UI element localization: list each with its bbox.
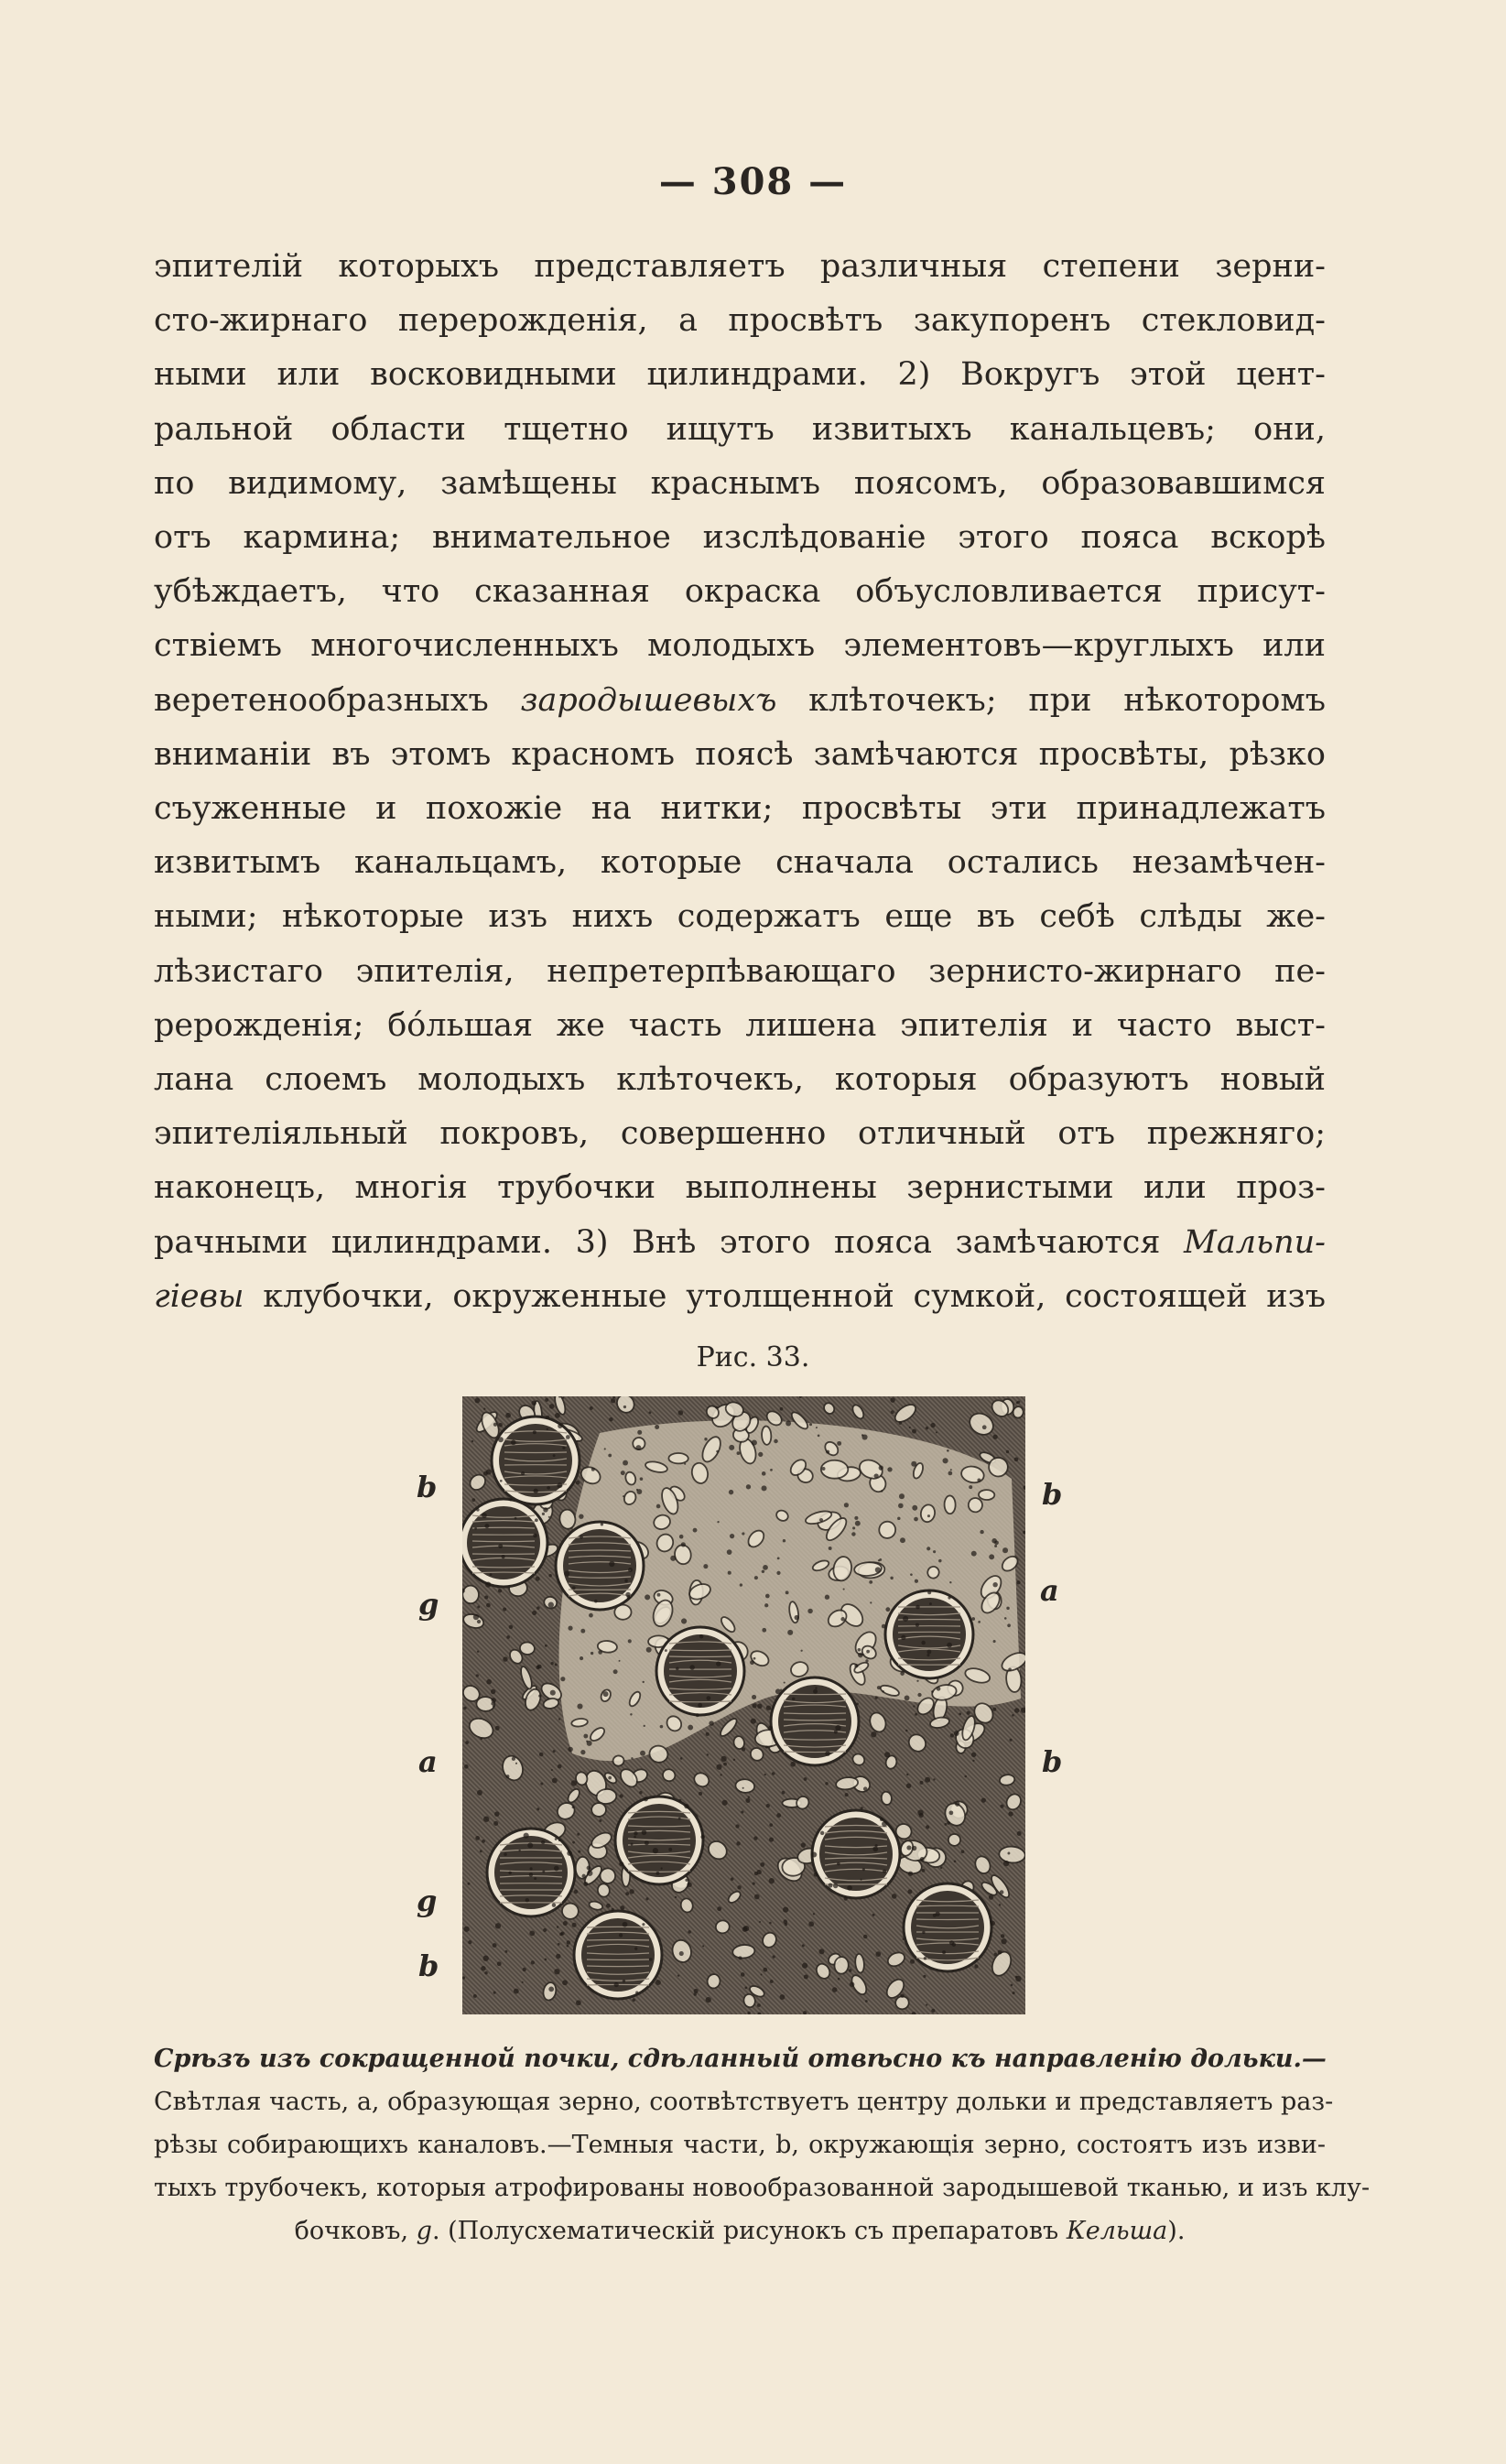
figure-label: Рис. 33. xyxy=(696,1341,810,1373)
caption-line: тыхъ трубочекъ, которыя атрофированы новообразованной зародышевой тканью, и изъ клу- xyxy=(154,2174,1371,2202)
text-line: эпителіяльный покровъ, совершенно отличный отъ прежняго; xyxy=(154,1115,1326,1153)
body-text xyxy=(154,240,1326,1324)
figure-caption xyxy=(154,2037,1371,2252)
caption-line: рѣзы собирающихъ каналовъ.—Темныя части, b, окружающія зерно, состоятъ изъ изви- xyxy=(154,2131,1326,2159)
text-line: извитымъ канальцамъ, которые сначала остались незамѣчен- xyxy=(154,844,1326,882)
figure-letter: a xyxy=(1040,1573,1059,1608)
page-number: — 308 — xyxy=(658,160,848,203)
figure-letter: b xyxy=(1042,1477,1063,1512)
text-line: убѣждаетъ, что сказанная окраска объусловливается присут- xyxy=(154,573,1326,611)
text-line: съуженные и похожіе на нитки; просвѣты эти принадлежатъ xyxy=(154,790,1326,828)
figure-letter: g xyxy=(417,1883,438,1918)
text-line: гіевы клубочки, окруженные утолщенной сумкой, состоящей изъ xyxy=(154,1277,1326,1315)
text-line: эпителій которыхъ представляетъ различныя степени зерни- xyxy=(154,248,1326,285)
italic-term: зародышевыхъ xyxy=(520,681,777,719)
figure-letter: b xyxy=(417,1470,438,1504)
text-line: отъ кармина; внимательное изслѣдованіе этого пояса вскорѣ xyxy=(154,519,1326,557)
text-line: ными или восковидными цилиндрами. 2) Вокругъ этой цент- xyxy=(154,356,1326,394)
kidney-section-engraving xyxy=(462,1396,1025,2014)
text-line: сто-жирнаго перерожденія, а просвѣтъ закупоренъ стекловид- xyxy=(154,302,1326,340)
figure-letter: b xyxy=(418,1948,439,1983)
text-line: веретенообразныхъ зародышевыхъ клѣточекъ; при нѣкоторомъ xyxy=(154,681,1326,719)
text-line: рачными цилиндрами. 3) Внѣ этого пояса замѣчаются Мальпи- xyxy=(154,1223,1326,1261)
figure-letter: g xyxy=(418,1587,439,1622)
text-line: по видимому, замѣщены краснымъ поясомъ, образовавшимся xyxy=(154,464,1326,502)
text-line: лана слоемъ молодыхъ клѣточекъ, которыя образуютъ новый xyxy=(154,1061,1326,1099)
text-line: ствіемъ многочисленныхъ молодыхъ элементовъ—круглыхъ или xyxy=(154,627,1326,665)
italic-term: Мальпи- xyxy=(1184,1223,1326,1261)
text-line: рерожденія; бóльшая же часть лишена эпителія и часто выст- xyxy=(154,1006,1326,1044)
caption-title: Срѣзъ изъ сокращенной почки, сдѣланный отвѣсно къ направленію дольки.— xyxy=(154,2045,1327,2073)
text-line: лѣзистаго эпителія, непретерпѣвающаго зернисто-жирнаго пе- xyxy=(154,952,1326,990)
caption-line: бочковъ, g. (Полусхематическій рисунокъ съ препаратовъ Кельша). xyxy=(294,2217,1186,2245)
figure-letter: b xyxy=(1042,1744,1063,1779)
text-line: ральной области тщетно ищутъ извитыхъ канальцевъ; они, xyxy=(154,410,1326,448)
text-line: вниманіи въ этомъ красномъ поясѣ замѣчаются просвѣты, рѣзко xyxy=(154,735,1326,773)
text-line: наконецъ, многія трубочки выполнены зернистыми или проз- xyxy=(154,1169,1326,1207)
caption-line: Свѣтлая часть, a, образующая зерно, соотвѣтствуетъ центру дольки и представляетъ раз- xyxy=(154,2088,1334,2116)
text-line: ными; нѣкоторые изъ нихъ содержатъ еще въ себѣ слѣды же- xyxy=(154,898,1326,936)
figure-letter: a xyxy=(418,1744,438,1779)
italic-term: гіевы xyxy=(154,1277,244,1315)
